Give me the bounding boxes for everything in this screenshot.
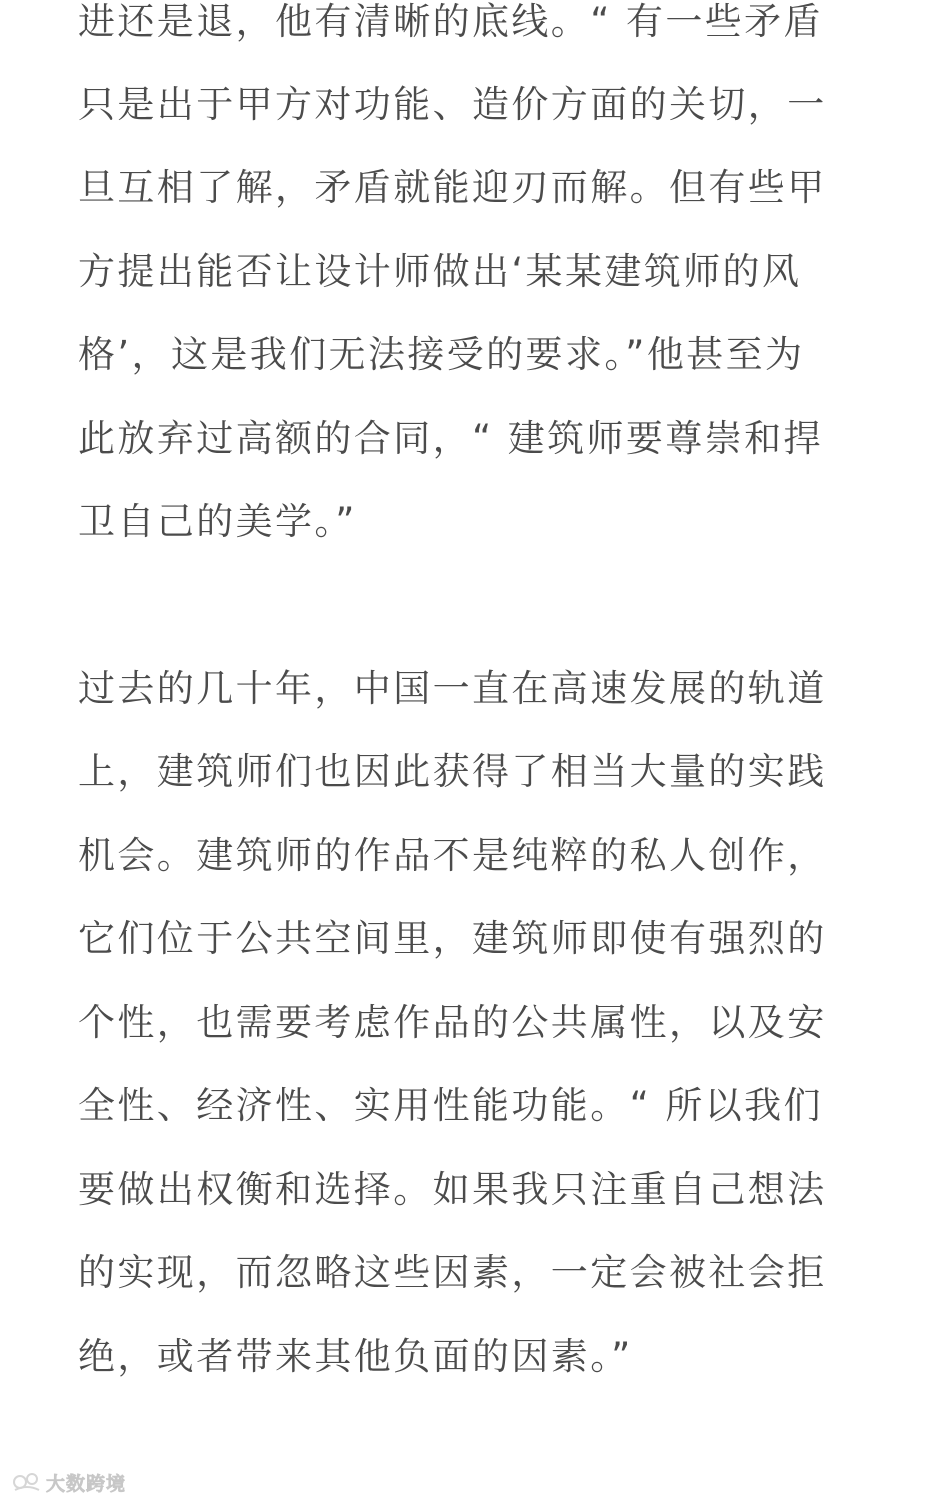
text-line: 要做出权衡和选择。如果我只注重自己想法 [78, 1168, 827, 1211]
text-line: 此放弃过高额的合同，“ 建筑师要尊崇和捍 [78, 417, 823, 460]
text-line: 的实现，而忽略这些因素，一定会被社会拒 [78, 1251, 827, 1294]
watermark [12, 1467, 126, 1497]
text-line: 卫自己的美学。” [78, 500, 357, 543]
text-line: 方提出能否让设计师做出‘某某建筑师的风 [78, 250, 802, 293]
text-line: 全性、经济性、实用性能功能。“ 所以我们 [78, 1084, 823, 1127]
watermark-text: 大数跨境 [46, 1472, 127, 1495]
text-line: 只是出于甲方对功能、造价方面的关切，一 [78, 83, 827, 126]
text-line: 绝，或者带来其他负面的因素。” [78, 1335, 633, 1378]
text-line: 个性，也需要考虑作品的公共属性，以及安 [78, 1001, 827, 1044]
text-line: 旦互相了解，矛盾就能迎刃而解。但有些甲 [78, 166, 827, 209]
text-line: 过去的几十年，中国一直在高速发展的轨道 [78, 667, 827, 710]
text-line: 进还是退，他有清晰的底线。“ 有一些矛盾 [78, 0, 823, 43]
brand-logo-icon [12, 1470, 42, 1494]
text-line: 格’，这是我们无法接受的要求。”他甚至为 [78, 333, 805, 376]
text-line: 机会。建筑师的作品不是纯粹的私人创作， [78, 834, 827, 877]
text-line: 上，建筑师们也因此获得了相当大量的实践 [78, 750, 827, 793]
text-line: 它们位于公共空间里，建筑师即使有强烈的 [78, 917, 827, 960]
